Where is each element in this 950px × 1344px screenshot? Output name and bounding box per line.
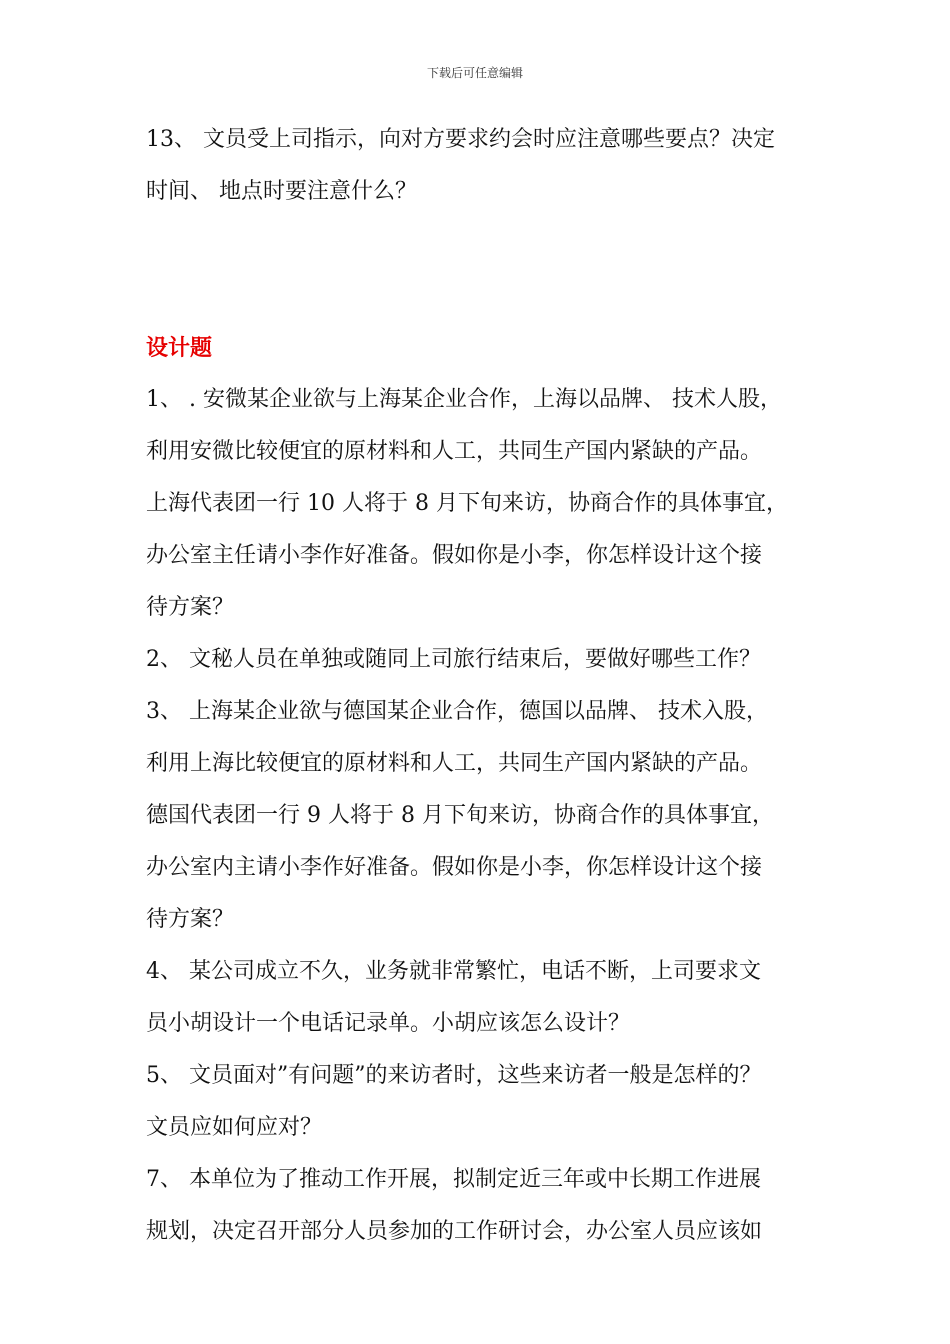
- question-13-line-2: 时间、 地点时要注意什么？: [146, 179, 417, 204]
- document-body: [146, 114, 810, 1258]
- spacer: [146, 218, 810, 322]
- question-13-line-1: 13、 文员受上司指示，向对方要求约会时应注意哪些要点？决定: [146, 127, 775, 152]
- design-item-3-line-4: 办公室内主请小李作好准备。假如你是小李，你怎样设计这个接: [146, 855, 763, 880]
- design-item-4-line-2: 员小胡设计一个电话记录单。小胡应该怎么设计？: [146, 1011, 631, 1036]
- design-item-5-line-1: 5、 文员面对”有问题”的来访者时，这些来访者一般是怎样的？: [146, 1063, 762, 1088]
- design-item-3-line-2: 利用上海比较便宜的原材料和人工，共同生产国内紧缺的产品。: [146, 751, 763, 776]
- design-item-2-line-1: 2、 文秘人员在单独或随同上司旅行结束后，要做好哪些工作？: [146, 647, 761, 672]
- design-item-1-line-3: 上海代表团一行 10 人将于 8 月下旬来访，协商合作的具体事宜，: [146, 491, 788, 516]
- design-item-1-line-1: 1、 . 安微某企业欲与上海某企业合作，上海以品牌、 技术人股，: [146, 387, 782, 412]
- design-item-3-line-1: 3、 上海某企业欲与德国某企业合作，德国以品牌、 技术入股，: [146, 699, 768, 724]
- design-item-3-line-3: 德国代表团一行 9 人将于 8 月下旬来访，协商合作的具体事宜，: [146, 803, 774, 828]
- design-item-1-line-2: 利用安微比较便宜的原材料和人工，共同生产国内紧缺的产品。: [146, 439, 763, 464]
- design-item-4-line-1: 4、 某公司成立不久，业务就非常繁忙，电话不断，上司要求文: [146, 959, 761, 984]
- design-item-1-line-4: 办公室主任请小李作好准备。假如你是小李，你怎样设计这个接: [146, 543, 763, 568]
- design-item-1-line-5: 待方案？: [146, 595, 235, 620]
- header-note: 下载后可任意编辑: [426, 66, 523, 80]
- section-title-design: 设计题: [146, 335, 213, 361]
- design-item-7-line-1: 7、 本单位为了推动工作开展，拟制定近三年或中长期工作进展: [146, 1167, 761, 1192]
- design-item-3-line-5: 待方案？: [146, 907, 235, 932]
- design-item-5-line-2: 文员应如何应对？: [146, 1115, 323, 1140]
- design-item-7-line-2: 规划，决定召开部分人员参加的工作研讨会，办公室人员应该如: [146, 1219, 763, 1244]
